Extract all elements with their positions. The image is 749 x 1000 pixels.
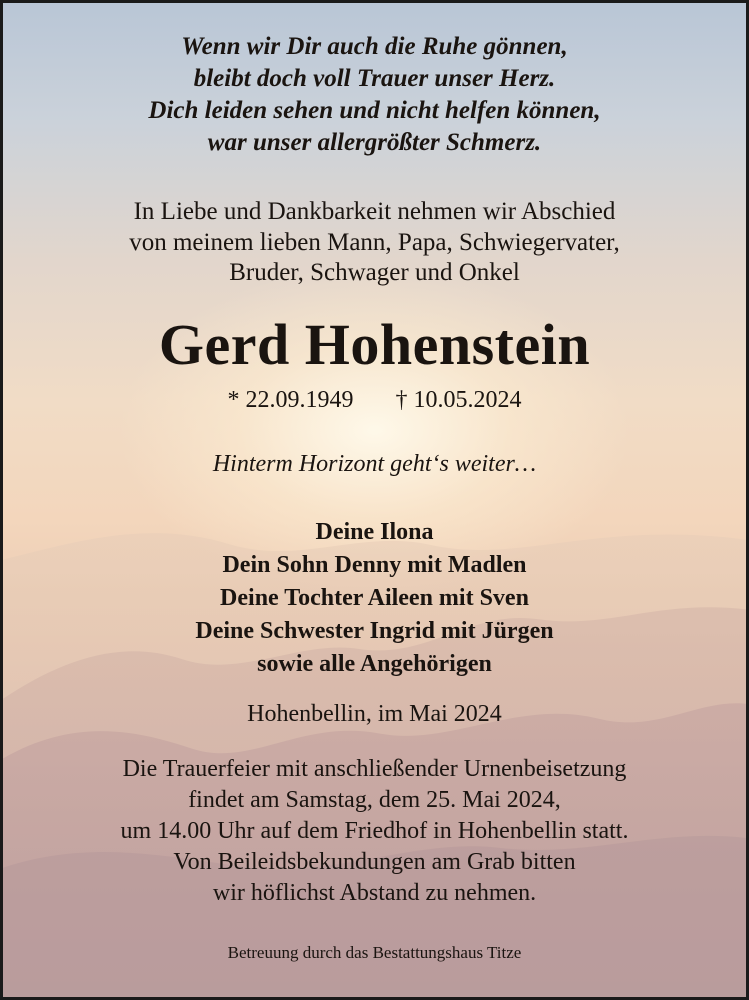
ceremony-line: Von Beileidsbekundungen am Grab bitten — [173, 849, 576, 875]
motto: Hinterm Horizont geht‘s weiter… — [212, 451, 537, 477]
life-dates — [3, 384, 746, 416]
intro-line: von meinem lieben Mann, Papa, Schwiegervater, — [129, 228, 620, 256]
family-member: Dein Sohn Denny mit Madlen — [222, 552, 527, 578]
farewell-intro — [3, 197, 746, 289]
family-member: sowie alle Angehörigen — [257, 651, 492, 677]
poem-line: Wenn wir Dir auch die Ruhe gönnen, — [181, 33, 568, 60]
deceased-name: Gerd Hohenstein — [158, 312, 591, 377]
intro-line: In Liebe und Dankbarkeit nehmen wir Abschied — [133, 198, 616, 225]
intro-line: Bruder, Schwager und Onkel — [229, 259, 520, 286]
birth-date: * 22.09.1949 — [227, 387, 354, 413]
poem-line: war unser allergrößter Schmerz. — [207, 129, 542, 156]
family-member: Deine Schwester Ingrid mit Jürgen — [195, 618, 554, 644]
ceremony-line: um 14.00 Uhr auf dem Friedhof in Hohenbellin statt. — [120, 818, 629, 844]
ceremony-line: findet am Samstag, dem 25. Mai 2024, — [188, 787, 561, 813]
death-date: † 10.05.2024 — [395, 387, 522, 413]
ceremony-line: wir höflichst Abstand zu nehmen. — [212, 880, 537, 906]
family-signatures — [3, 516, 746, 681]
poem-line: Dich leiden sehen und nicht helfen können, — [148, 97, 601, 124]
poem — [3, 31, 746, 159]
family-member: Deine Tochter Aileen mit Sven — [220, 585, 529, 611]
ceremony-info — [3, 754, 746, 909]
funeral-home-credit: Betreuung durch das Bestattungshaus Titze — [227, 943, 522, 962]
ceremony-line: Die Trauerfeier mit anschließender Urnenbeisetzung — [122, 756, 627, 782]
family-member: Deine Ilona — [315, 519, 434, 545]
poem-line: bleibt doch voll Trauer unser Herz. — [193, 65, 556, 92]
place-date: Hohenbellin, im Mai 2024 — [247, 701, 502, 727]
